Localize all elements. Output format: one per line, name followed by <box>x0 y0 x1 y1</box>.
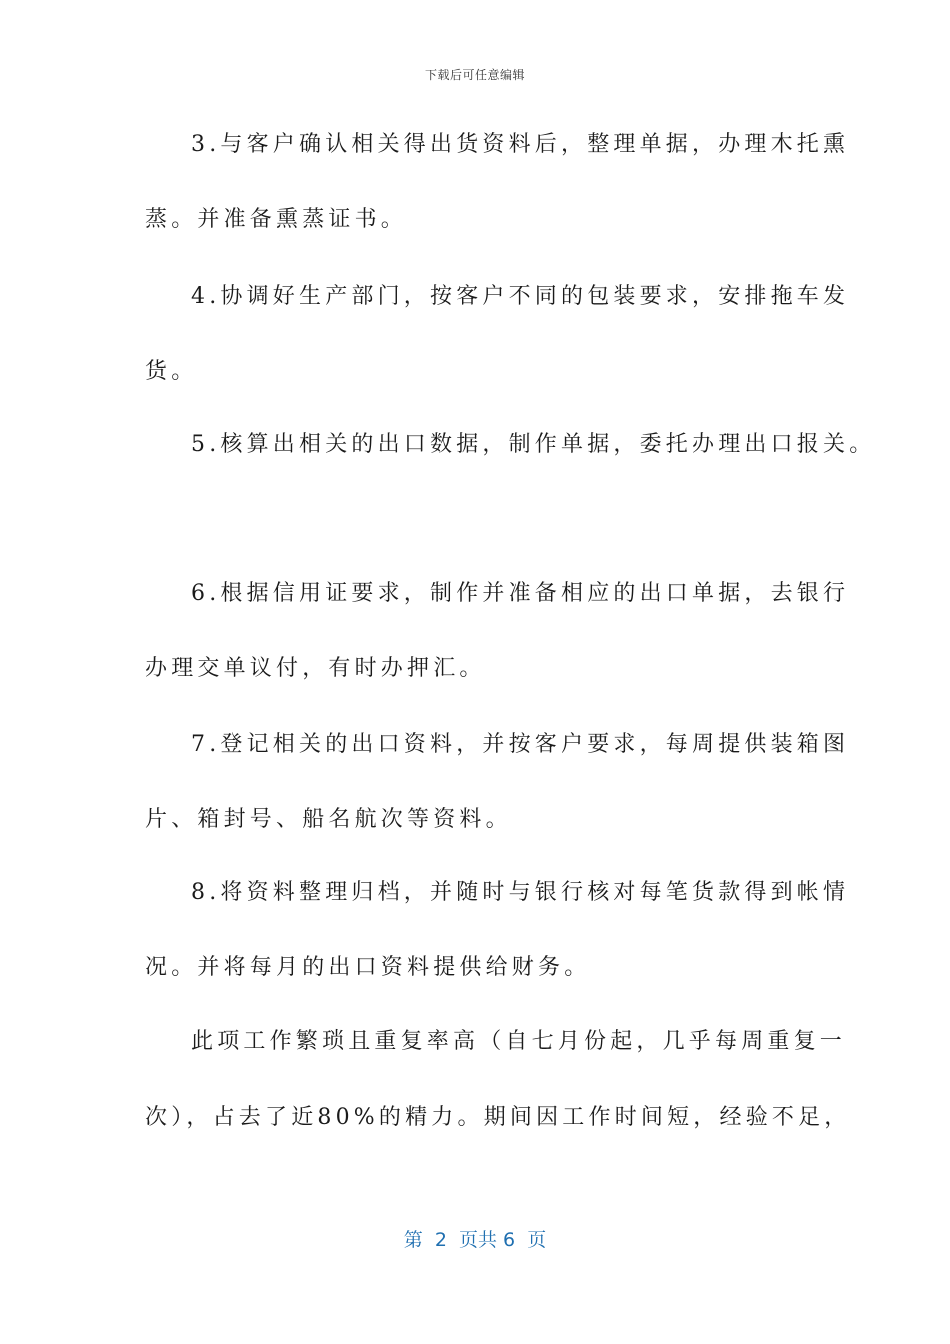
paragraph-line: 7.登记相关的出口资料，并按客户要求，每周提供装箱图 <box>191 732 850 757</box>
paragraph-line: 6.根据信用证要求，制作并准备相应的出口单据，去银行 <box>191 581 850 606</box>
paragraph-line: 5.核算出相关的出口数据，制作单据，委托办理出口报关。 <box>191 432 876 457</box>
page-number: 第 2 页共 6 页 <box>403 1229 547 1251</box>
paragraph-line: 办理交单议付，有时办押汇。 <box>145 656 486 681</box>
header-note: 下载后可任意编辑 <box>424 68 525 82</box>
paragraph-line: 货。 <box>145 359 198 384</box>
paragraph-line: 此项工作繁琐且重复率高（自七月份起，几乎每周重复一 <box>191 1029 847 1054</box>
paragraph-line: 3.与客户确认相关得出货资料后，整理单据，办理木托熏 <box>191 132 850 157</box>
paragraph-line: 8.将资料整理归档，并随时与银行核对每笔货款得到帐情 <box>191 880 850 905</box>
paragraph-line: 次），占去了近80%的精力。期间因工作时间短，经验不足， <box>145 1105 851 1130</box>
paragraph-line: 蒸。并准备熏蒸证书。 <box>145 207 408 232</box>
paragraph-line: 片、箱封号、船名航次等资料。 <box>145 807 512 832</box>
paragraph-line: 况。并将每月的出口资料提供给财务。 <box>145 955 591 980</box>
paragraph-line: 4.协调好生产部门，按客户不同的包装要求，安排拖车发 <box>191 284 850 309</box>
